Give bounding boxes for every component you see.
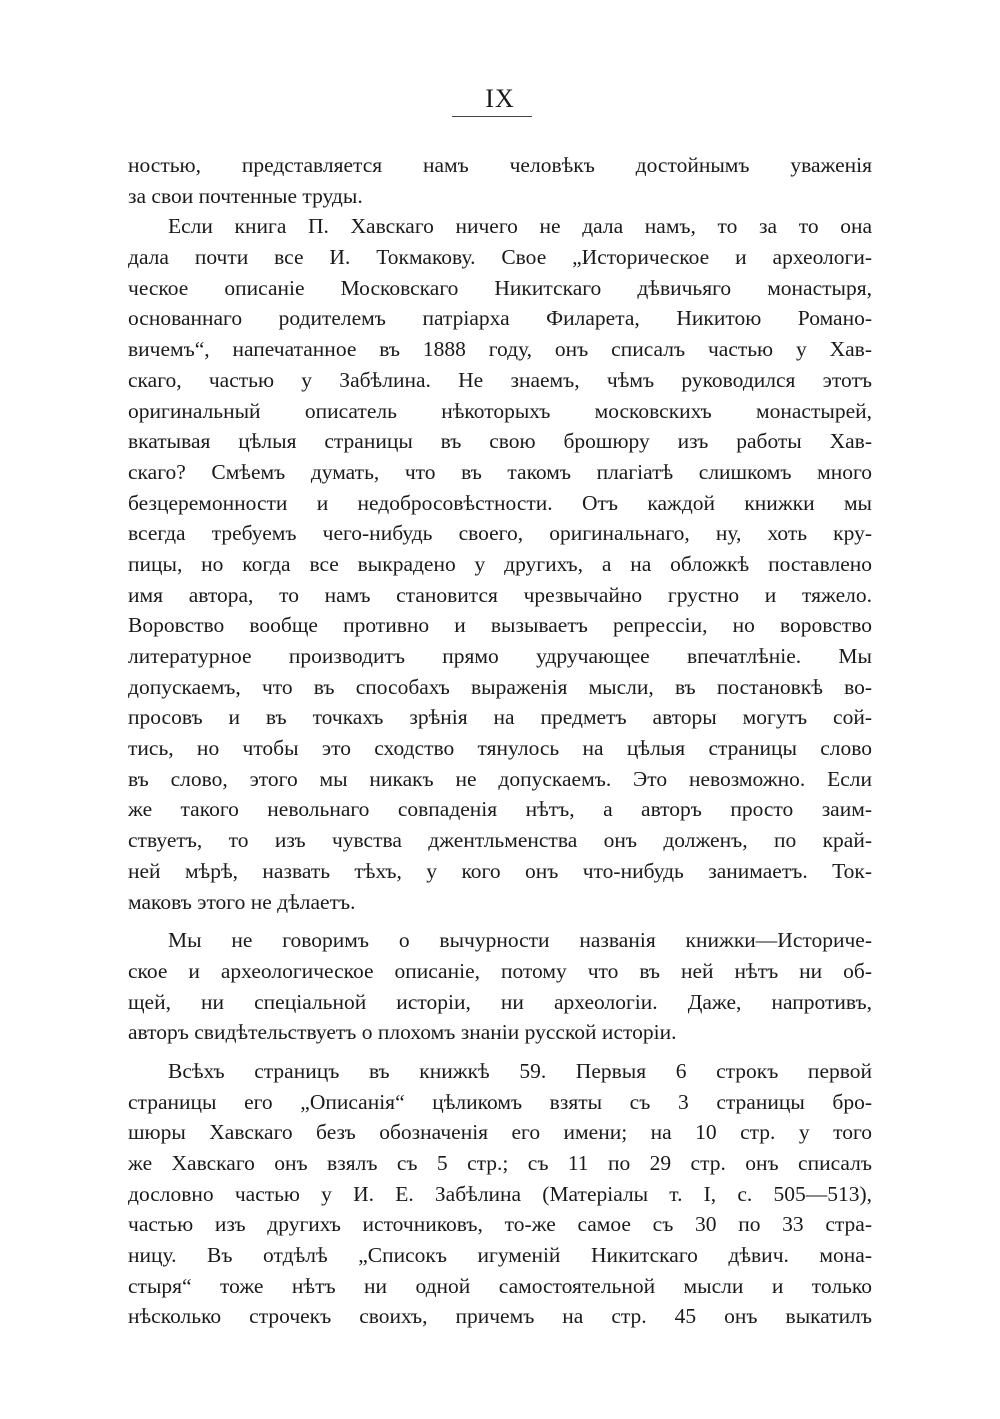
- text-line: допускаемъ, что въ способахъ выраженія мысли, въ постановкѣ во-: [128, 674, 872, 699]
- paragraph-4: [128, 1056, 872, 1332]
- paragraph-1: [128, 150, 872, 211]
- text-line: страницы его „Описанія“ цѣликомъ взяты съ 3 страницы бро-: [128, 1089, 872, 1114]
- paragraph-3: [128, 925, 872, 1048]
- text-line: же такого невольнаго совпаденія нѣтъ, а авторъ просто заим-: [128, 797, 872, 822]
- header-rule: [452, 116, 532, 117]
- text-line: всегда требуемъ чего-нибудь своего, оригинальнаго, ну, хоть кру-: [128, 521, 872, 546]
- text-line: Всѣхъ страницъ въ книжкѣ 59. Первыя 6 строкъ первой: [168, 1058, 872, 1083]
- text-line: стыря“ тоже нѣтъ ни одной самостоятельной мысли и только: [128, 1273, 872, 1298]
- text-line: ческое описаніе Московскаго Никитскаго дѣвичьяго монастыря,: [128, 275, 872, 300]
- text-line: въ слово, этого мы никакъ не допускаемъ. Это невозможно. Если: [128, 766, 872, 791]
- text-line: нѣсколько строчекъ своихъ, причемъ на стр. 45 онъ выкатилъ: [128, 1304, 872, 1329]
- text-line: дословно частью у И. Е. Забѣлина (Матеріалы т. I, с. 505—513),: [128, 1181, 872, 1206]
- text-line: основаннаго родителемъ патріарха Филарета, Никитою Романо-: [128, 306, 872, 331]
- text-line: просовъ и въ точкахъ зрѣнія на предметъ авторы могутъ сой-: [128, 705, 872, 730]
- text-line: ницу. Въ отдѣлѣ „Списокъ игуменій Никитскаго дѣвич. мона-: [128, 1243, 872, 1268]
- text-line: тись, но чтобы это сходство тянулось на цѣлыя страницы слово: [128, 736, 872, 761]
- paragraph-gap: [128, 1048, 872, 1056]
- text-line: частью изъ другихъ источниковъ, то-же самое съ 30 по 33 стра-: [128, 1212, 872, 1237]
- paragraph-2: [128, 211, 872, 917]
- text-line: пицы, но когда все выкрадено у другихъ, а на обложкѣ поставлено: [128, 551, 872, 576]
- text-line: маковъ этого не дѣлаетъ.: [128, 889, 356, 914]
- text-line: ствуетъ, то изъ чувства джентльменства онъ долженъ, по край-: [128, 828, 872, 853]
- text-line: оригинальный описатель нѣкоторыхъ московскихъ монастырей,: [128, 398, 872, 423]
- text-line: Если книга П. Хавскаго ничего не дала намъ, то за то она: [168, 214, 872, 239]
- text-line: авторъ свидѣтельствуетъ о плохомъ знаніи русской исторіи.: [128, 1020, 677, 1045]
- text-line: вкатывая цѣлыя страницы въ свою брошюру изъ работы Хав-: [128, 429, 872, 454]
- text-line: Мы не говоримъ о вычурности названія книжки—Историче-: [168, 928, 872, 953]
- text-line: имя автора, то намъ становится чрезвычайно грустно и тяжело.: [128, 582, 872, 607]
- body-text: [128, 150, 872, 1332]
- text-line: ней мѣрѣ, назвать тѣхъ, у кого онъ что-нибудь занимаетъ. Ток-: [128, 858, 872, 883]
- text-line: шюры Хавскаго безъ обозначенія его имени; на 10 стр. у того: [128, 1120, 872, 1145]
- text-line: скаго? Смѣемъ думать, что въ такомъ плагіатѣ слишкомъ много: [128, 459, 872, 484]
- text-line: ностью, представляется намъ человѣкъ достойнымъ уваженія: [128, 153, 872, 177]
- paragraph-gap: [128, 917, 872, 925]
- text-line: за свои почтенные труды.: [128, 183, 363, 208]
- text-line: безцеремонности и недобросовѣстности. Отъ каждой книжки мы: [128, 490, 872, 515]
- text-line: же Хавскаго онъ взялъ съ 5 стр.; съ 11 по 29 стр. онъ списалъ: [128, 1151, 872, 1175]
- text-line: скаго, частью у Забѣлина. Не знаемъ, чѣмъ руководился этотъ: [128, 367, 872, 392]
- text-line: дала почти все И. Токмакову. Свое „Историческое и археологи-: [128, 245, 872, 270]
- text-line: ское и археологическое описаніе, потому что въ ней нѣтъ ни об-: [128, 958, 872, 983]
- page-number: IX: [485, 84, 515, 113]
- text-line: Воровство вообще противно и вызываетъ репрессіи, но воровство: [128, 613, 872, 638]
- text-line: литературное производитъ прямо удручающее впечатлѣніе. Мы: [128, 644, 872, 668]
- text-line: вичемъ“, напечатанное въ 1888 году, онъ списалъ частью у Хав-: [128, 337, 872, 362]
- text-line: щей, ни спеціальной исторіи, ни археологіи. Даже, напротивъ,: [128, 989, 872, 1014]
